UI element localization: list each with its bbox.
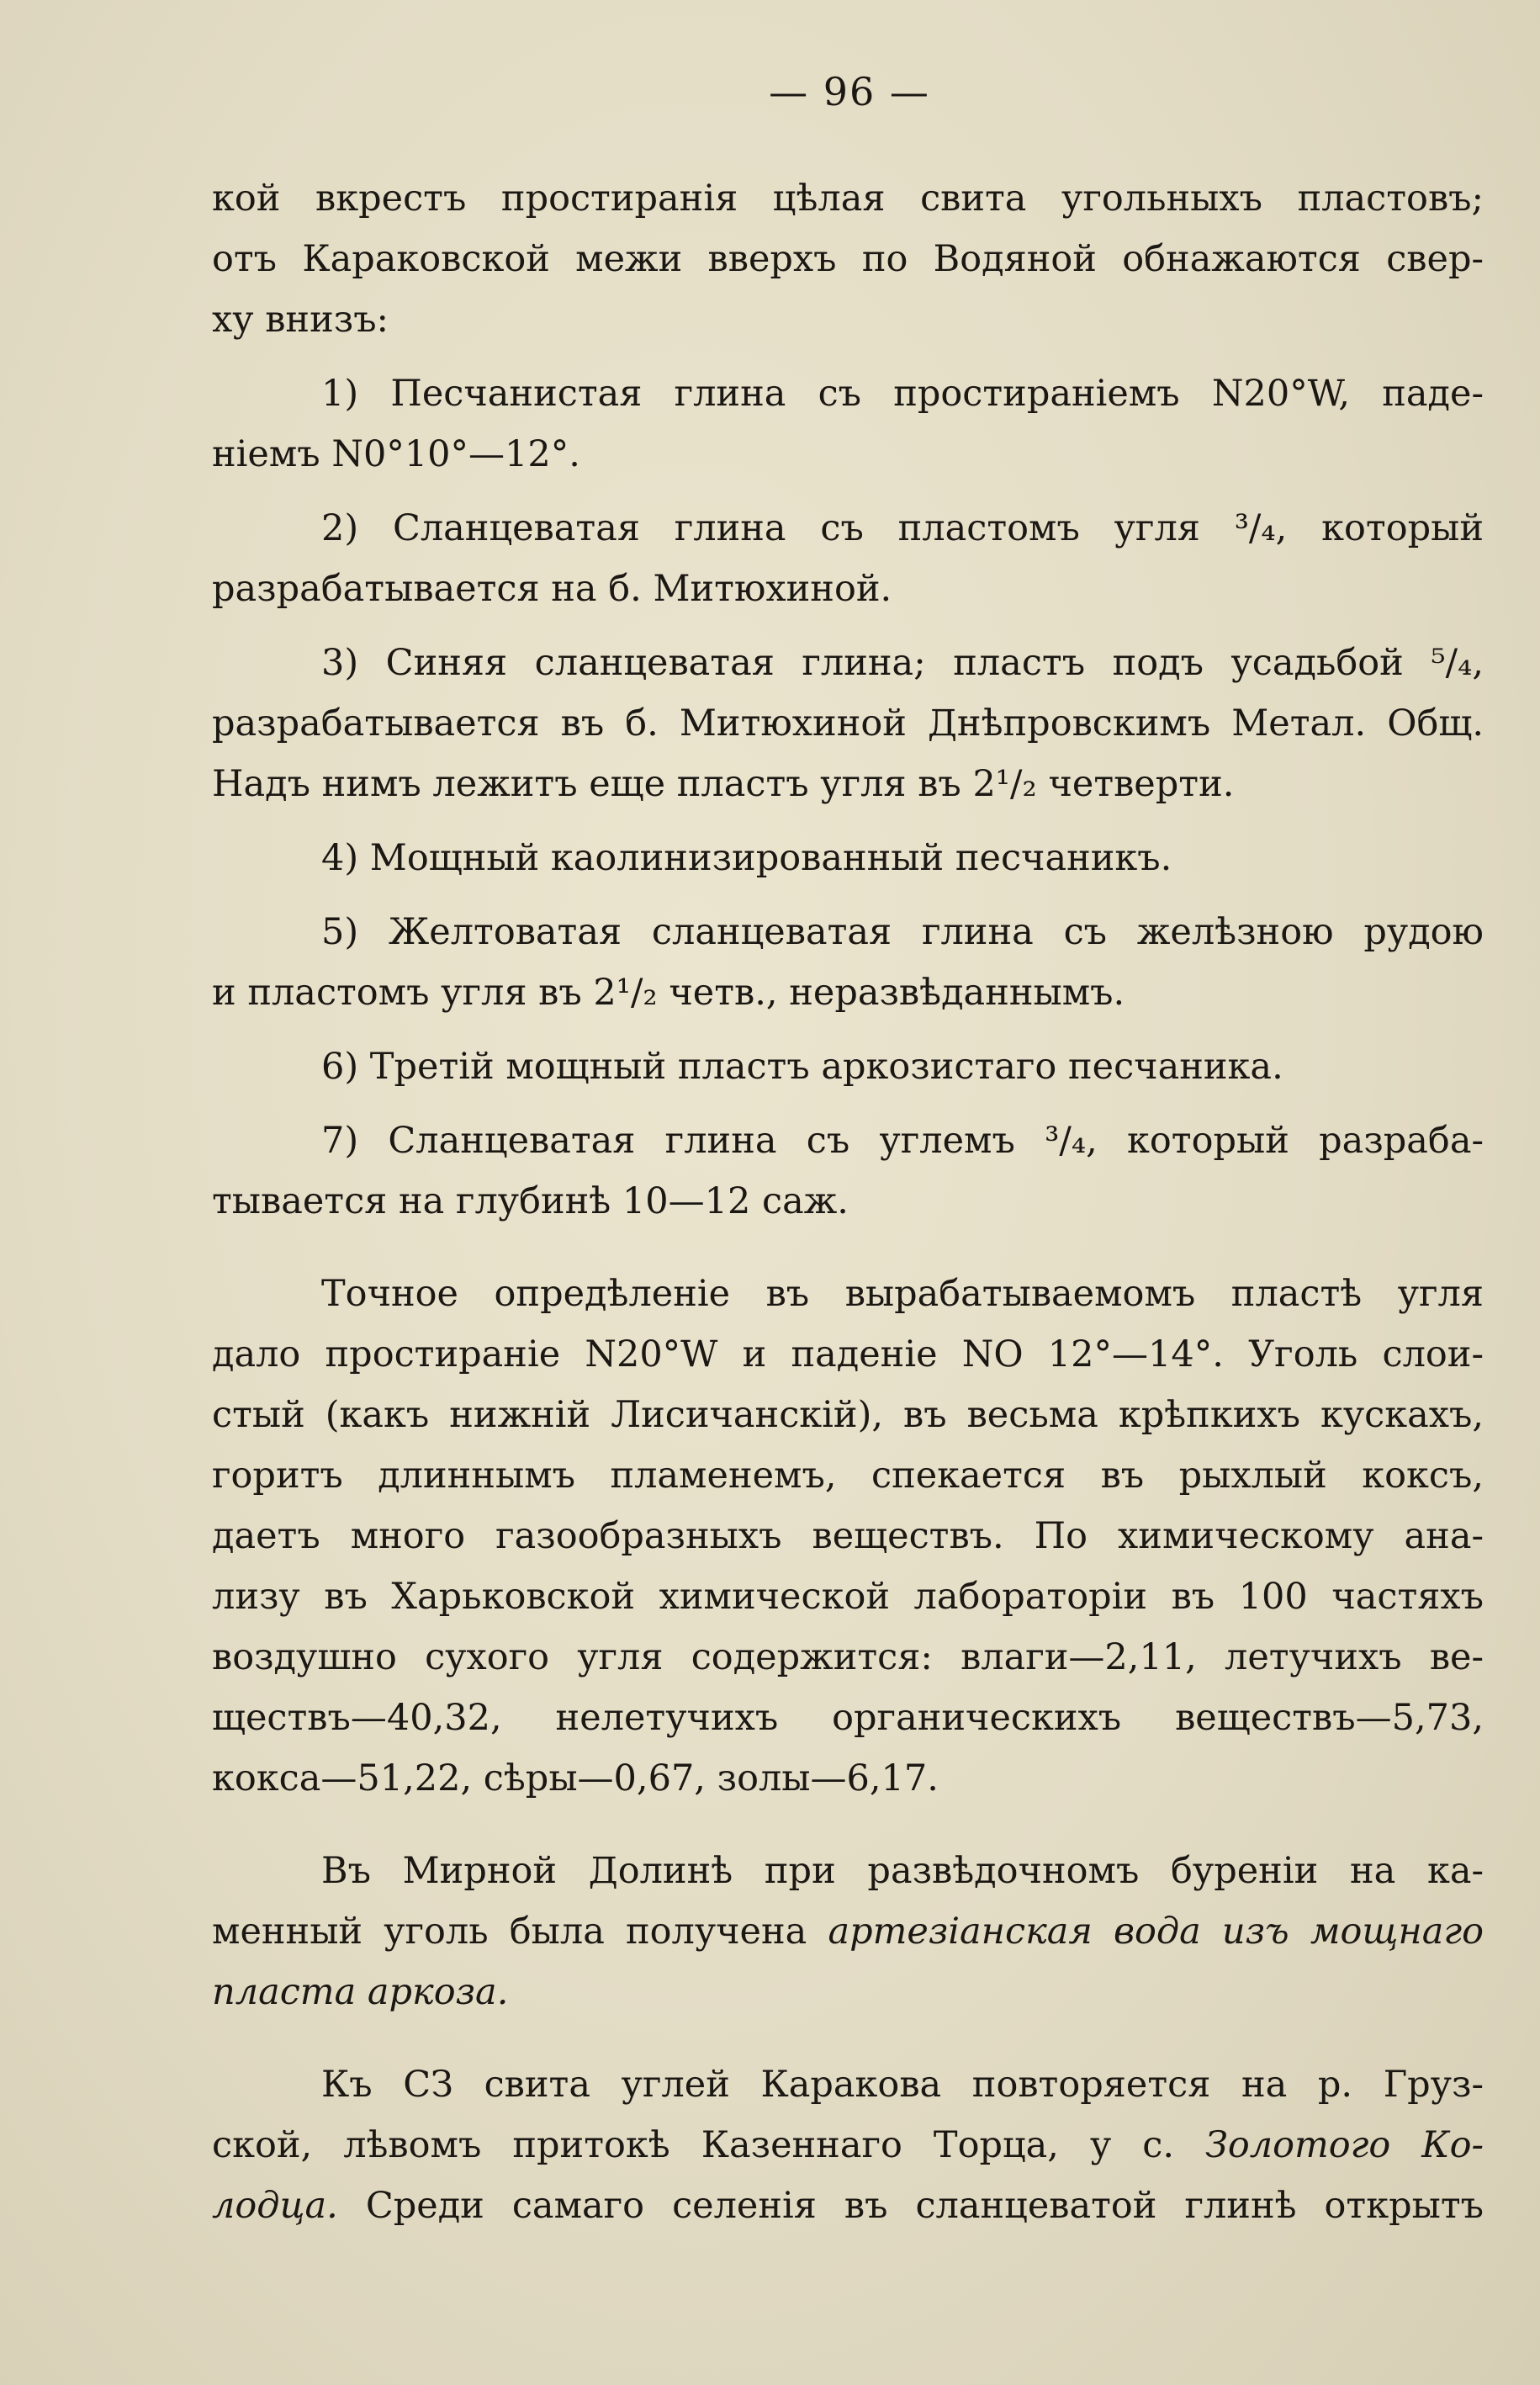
italic-place-name: лодца. [212,2185,338,2227]
text-line: отъ Караковской межи вверхъ по Водяной обнажаются свер- [212,238,1484,280]
mirnaya-line-1: Въ Мирной Долинѣ при развѣдочномъ буреніи на ка- [321,1850,1484,1892]
text-line: тывается на глубинѣ 10—12 саж. [212,1180,849,1222]
italic-phrase: артезіанская вода изъ мощнаго [828,1911,1484,1953]
text-line: и пластомъ угля въ 2¹/₂ четв., неразвѣданнымъ. [212,972,1125,1014]
text-line: 6) Третій мощный пластъ аркозистаго песчаника. [321,1046,1283,1088]
page-number: — 96 — [769,69,930,114]
text-line: ніемъ N0°10°—12°. [212,433,580,475]
text-line [212,1962,1484,2022]
text-line [212,1901,1484,1962]
text-line [212,2115,1484,2176]
text-line: дало простираніе N20°W и паденіе NO 12°—14°. Уголь слои- [212,1333,1484,1375]
text-lines [212,168,1484,1809]
body-text [212,168,1484,2236]
text-line: воздушно сухого угля содержится: влаги—2,11, летучихъ ве- [212,1636,1484,1678]
text-line: 5) Желтоватая сланцеватая глина съ желѣзною рудою [321,911,1484,953]
text-line: кой вкрестъ простиранія цѣлая свита угольныхъ пластовъ; [212,178,1484,220]
italic-phrase: пласта аркоза. [212,1971,509,2013]
text-line: Надъ нимъ лежитъ еще пластъ угля въ 2¹/₂ четверти. [212,763,1235,805]
text-line: 7) Сланцеватая глина съ углемъ ³/₄, который разраба- [321,1120,1484,1162]
text-line: горитъ длиннымъ пламенемъ, спекается въ рыхлый коксъ, [212,1455,1484,1497]
text-line [212,1841,1484,1901]
text-line: лизу въ Харьковской химической лабораторіи въ 100 частяхъ [212,1576,1484,1618]
text-line: кокса—51,22, сѣры—0,67, золы—6,17. [212,1757,939,1799]
italic-place-name: Золотого Ко- [1205,2124,1484,2166]
text-line: 3) Синяя сланцеватая глина; пластъ подъ усадьбой ⁵/₄, [321,642,1484,684]
text-line [212,2176,1484,2236]
text-line: даетъ много газообразныхъ веществъ. По химическому ана- [212,1515,1484,1557]
text-line: разрабатывается на б. Митюхиной. [212,568,892,610]
text-line: 2) Сланцеватая глина съ пластомъ угля ³/₄, который [321,507,1484,549]
text-line: ществъ—40,32, нелетучихъ органическихъ веществъ—5,73, [212,1697,1484,1739]
text-line [212,2054,1484,2115]
mirnaya-line-2: менный уголь была получена [212,1911,828,1953]
gruz-line-1: Къ СЗ свита углей Каракова повторяется на р. Груз- [321,2064,1484,2106]
text-line: 1) Песчанистая глина съ простираніемъ N20°W, паде- [321,373,1484,415]
gruz-line-2: ской, лѣвомъ притокѣ Казеннаго Торца, у с. [212,2124,1206,2166]
text-line: ху внизъ: [212,299,389,341]
text-line: Точное опредѣленіе въ вырабатываемомъ пластѣ угля [321,1273,1484,1315]
text-line: разрабатывается въ б. Митюхиной Днѣпровскимъ Метал. Общ. [212,702,1484,745]
text-line: 4) Мощный каолинизированный песчаникъ. [321,837,1172,879]
text-line: стый (какъ нижній Лисичанскій), въ весьма крѣпкихъ кускахъ, [212,1394,1484,1436]
gruz-line-3: Среди самаго селенія въ сланцеватой глинѣ открытъ [337,2185,1484,2227]
